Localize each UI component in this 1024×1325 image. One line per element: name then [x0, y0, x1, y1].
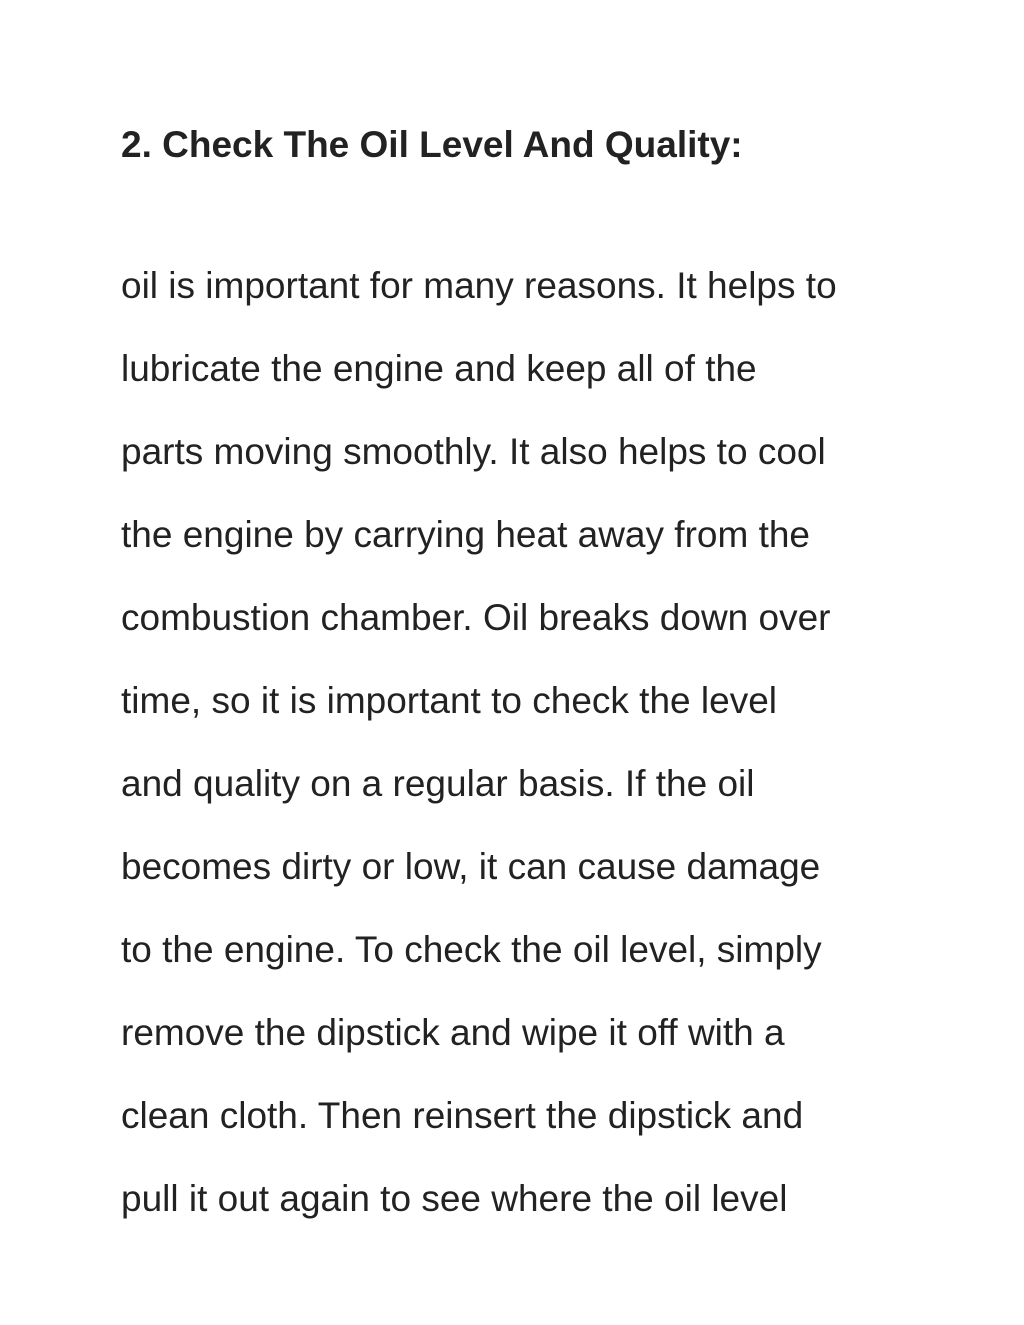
- paragraph-line: parts moving smoothly. It also helps to cool: [121, 431, 826, 472]
- paragraph-line: oil is important for many reasons. It helps to: [121, 265, 837, 306]
- paragraph-line: lubricate the engine and keep all of the: [121, 348, 757, 389]
- paragraph-line: the engine by carrying heat away from the: [121, 514, 810, 555]
- paragraph-line: pull it out again to see where the oil level: [121, 1178, 788, 1219]
- paragraph-line: and quality on a regular basis. If the oil: [121, 763, 755, 804]
- section-heading: 2. Check The Oil Level And Quality:: [121, 124, 743, 165]
- paragraph-line: combustion chamber. Oil breaks down over: [121, 597, 831, 638]
- paragraph-line: time, so it is important to check the level: [121, 680, 777, 721]
- body-paragraph: [121, 244, 837, 1240]
- paragraph-line: to the engine. To check the oil level, simply: [121, 929, 822, 970]
- paragraph-line: becomes dirty or low, it can cause damage: [121, 846, 821, 887]
- paragraph-line: clean cloth. Then reinsert the dipstick and: [121, 1095, 804, 1136]
- paragraph-line: remove the dipstick and wipe it off with a: [121, 1012, 785, 1053]
